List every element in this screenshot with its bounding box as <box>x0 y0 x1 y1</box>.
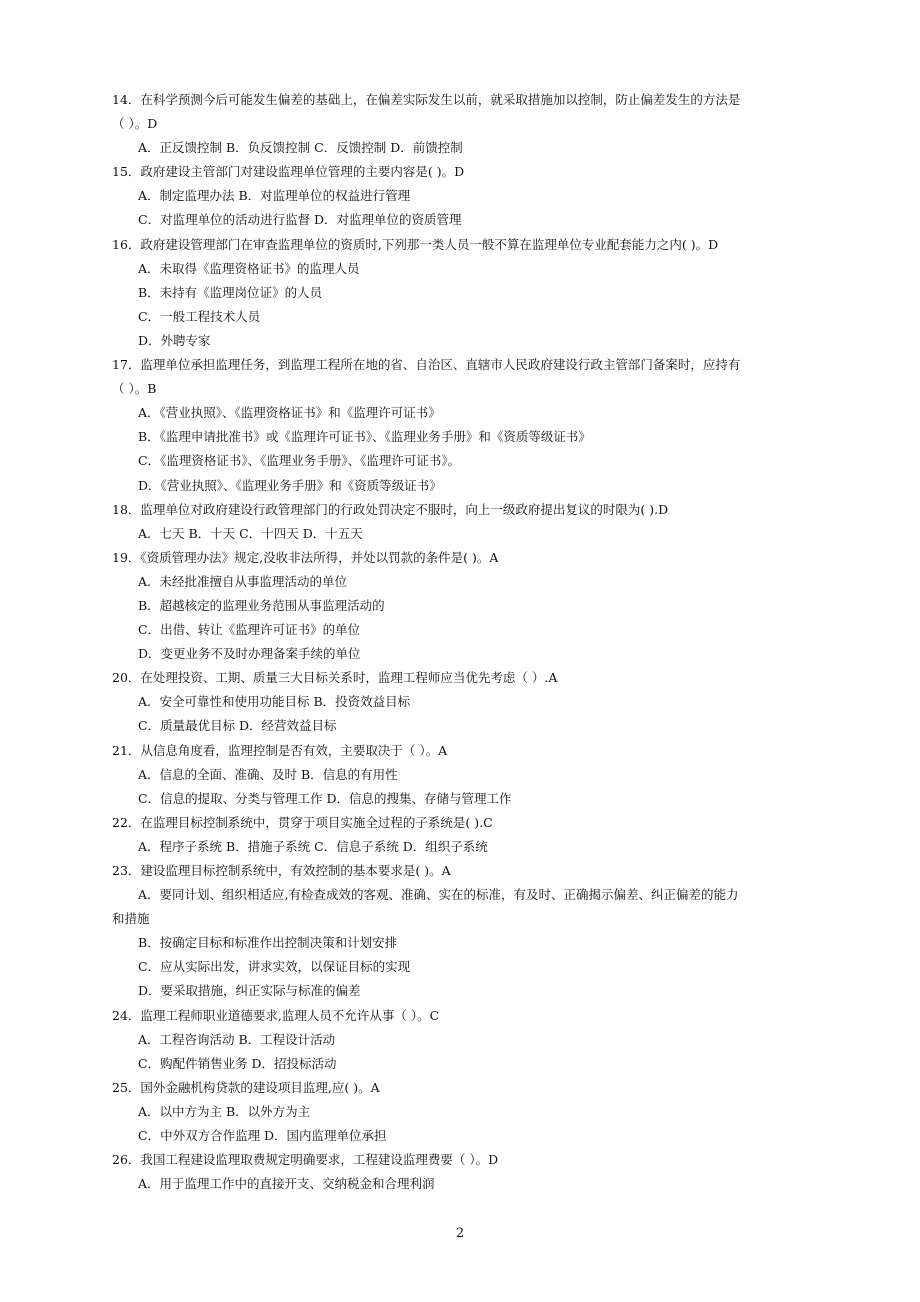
answer-options: D．《营业执照》、《监理业务手册》和《资质等级证书》 <box>138 477 442 493</box>
answer-options: B．超越核定的监理业务范围从事监理活动的 <box>138 597 385 613</box>
answer-options: B．未持有《监理岗位证》的人员 <box>138 284 323 300</box>
answer-options: A．七天 B．十天 C．十四天 D．十五天 <box>138 525 363 541</box>
question-continuation: 和措施 <box>112 911 150 927</box>
answer-options: C．应从实际出发，讲求实效，以保证目标的实现 <box>138 959 411 975</box>
question-list <box>112 88 812 1196</box>
question-text: 16．政府建设管理部门在审查监理单位的资质时,下列那一类人员一般不算在监理单位专业配套能力之内( )。D <box>112 236 719 252</box>
question-continuation: （ ）。D <box>112 116 158 132</box>
answer-options: D．要采取措施，纠正实际与标准的偏差 <box>138 983 361 999</box>
question-text: 25．国外金融机构贷款的建设项目监理,应( )。A <box>112 1079 380 1095</box>
answer-options: A．信息的全面、准确、及时 B．信息的有用性 <box>138 766 398 782</box>
question-text: 18．监理单位对政府建设行政管理部门的行政处罚决定不服时，向上一级政府提出复议的时限为( ).D <box>112 501 669 517</box>
question-text: 23．建设监理目标控制系统中，有效控制的基本要求是( )。A <box>112 863 451 878</box>
question-text: 26．我国工程建设监理取费规定明确要求，工程建设监理费要（ ）。D <box>112 1152 499 1168</box>
page-number: 2 <box>455 1226 465 1241</box>
question-text: 20．在处理投资、工期、质量三大目标关系时，监理工程师应当优先考虑（ ）.A <box>112 670 558 686</box>
question-text: 19．《资质管理办法》规定,没收非法所得，并处以罚款的条件是( )。A <box>112 549 499 565</box>
answer-options: A．正反馈控制 B．负反馈控制 C．反馈控制 D．前馈控制 <box>138 140 463 156</box>
answer-options: A．未经批准擅自从事监理活动的单位 <box>138 573 348 589</box>
answer-options: C．质量最优目标 D．经营效益目标 <box>138 718 337 734</box>
question-continuation: （ ）。B <box>112 381 157 397</box>
answer-options: A．工程咨询活动 B．工程设计活动 <box>138 1031 336 1047</box>
answer-options: D．变更业务不及时办理备案手续的单位 <box>138 646 361 662</box>
answer-options: A．以中方为主 B．以外方为主 <box>138 1103 311 1119</box>
answer-options: C．《监理资格证书》、《监理业务手册》、《监理许可证书》。 <box>138 453 461 469</box>
answer-options: C．购配件销售业务 D．招投标活动 <box>138 1055 337 1071</box>
answer-options: A．制定监理办法 B．对监理单位的权益进行管理 <box>138 188 411 204</box>
answer-options: C．对监理单位的活动进行监督 D．对监理单位的资质管理 <box>138 212 462 228</box>
answer-options: A．程序子系统 B．措施子系统 C．信息子系统 D．组织子系统 <box>138 838 488 854</box>
answer-options: C．中外双方合作监理 D．国内监理单位承担 <box>138 1128 387 1144</box>
question-text: 14．在科学预测今后可能发生偏差的基础上，在偏差实际发生以前，就采取措施加以控制，防止偏差发生的方法是 <box>112 92 741 107</box>
answer-options: C．出借、转让《监理许可证书》的单位 <box>138 622 361 638</box>
question-text: 24．监理工程师职业道德要求,监理人员不允许从事（ ）。C <box>112 1007 440 1023</box>
answer-options: A．安全可靠性和使用功能目标 B．投资效益目标 <box>138 694 411 710</box>
question-text: 15．政府建设主管部门对建设监理单位管理的主要内容是( )。D <box>112 164 465 180</box>
answer-options: B．《监理申请批准书》或《监理许可证书》、《监理业务手册》和《资质等级证书》 <box>138 429 591 445</box>
answer-options: A．未取得《监理资格证书》的监理人员 <box>138 260 360 276</box>
question-text: 17．监理单位承担监理任务，到监理工程所在地的省、自治区、直辖市人民政府建设行政主管部门备案时，应持有 <box>112 357 741 373</box>
answer-options: A．用于监理工作中的直接开支、交纳税金和合理利润 <box>138 1176 435 1192</box>
answer-options: B．按确定目标和标准作出控制决策和计划安排 <box>138 935 398 951</box>
answer-options: C．信息的提取、分类与管理工作 D．信息的搜集、存储与管理工作 <box>138 790 512 806</box>
question-text: 22．在监理目标控制系统中，贯穿于项目实施全过程的子系统是( ).C <box>112 814 493 830</box>
answer-options: C．一般工程技术人员 <box>138 308 261 324</box>
answer-options: D．外聘专家 <box>138 332 211 348</box>
question-text: 21．从信息角度看，监理控制是否有效，主要取决于（ ）。A <box>112 742 448 758</box>
answer-options: A．《营业执照》、《监理资格证书》和《监理许可证书》 <box>138 405 441 421</box>
answer-options: A．要同计划、组织相适应,有检查成效的客观、准确、实在的标准，有及时、正确揭示偏差、纠正偏差的能力 <box>138 887 739 903</box>
